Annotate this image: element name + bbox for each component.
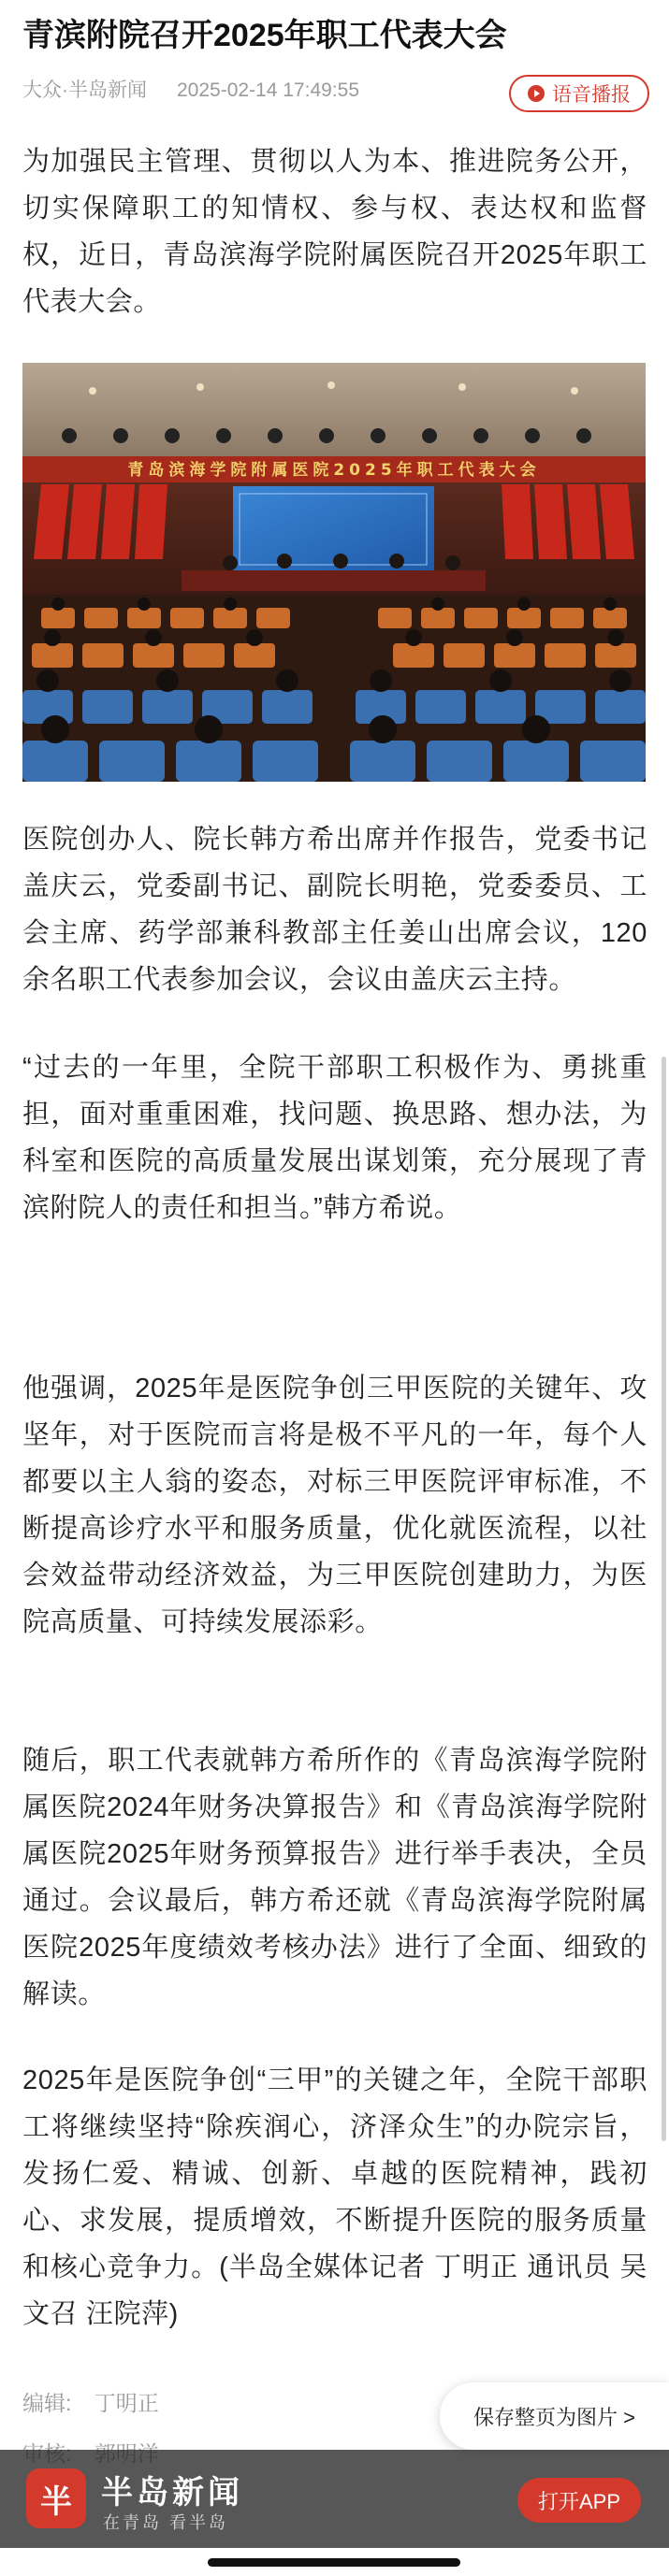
- play-icon: [528, 85, 545, 102]
- article-paragraph-3: “过去的一年里，全院干部职工积极作为、勇挑重担，面对重重困难，找问题、换思路、想办法，为科室和医院的高质量发展出谋划策，充分展现了青滨附院人的责任和担当。”韩方希说。: [22, 1053, 647, 1223]
- voice-broadcast-label: 语音播报: [552, 84, 631, 106]
- app-download-bar: [0, 2450, 669, 2548]
- article-source: 大众·半岛新闻: [22, 79, 147, 101]
- article-paragraph-5: 随后，职工代表就韩方希所作的《青岛滨海学院附属医院2024年财务决算报告》和《青岛滨海学院附属医院2025年财务预算报告》进行举手表决，全员通过。会议最后，韩方希还就《青岛滨海学院附属医院2025年度绩效考核办法》进行了全面、细致的解读。: [22, 1746, 647, 2009]
- home-indicator[interactable]: [208, 2558, 460, 2567]
- article-title: 青滨附院召开2025年职工代表大会: [22, 18, 507, 53]
- article-datetime: 2025-02-14 17:49:55: [177, 79, 359, 101]
- app-name: 半岛新闻: [101, 2475, 243, 2511]
- save-page-as-image-button[interactable]: 保存整页为图片 >: [440, 2382, 669, 2450]
- article-paragraph-4: 他强调，2025年是医院争创三甲医院的关键年、攻坚年，对于医院而言将是极不平凡的一年，每个人都要以主人翁的姿态，对标三甲医院评审标准，不断提高诊疗水平和服务质量，优化就医流程，以社会效益带动经济效益，为三甲医院创建助力，为医院高质量、可持续发展添彩。: [22, 1374, 647, 1637]
- editor-line: [22, 2386, 159, 2417]
- meeting-photo: [22, 363, 646, 782]
- editor-name: 丁明正: [94, 2391, 159, 2415]
- article-paragraph-6: 2025年是医院争创“三甲”的关键之年，全院干部职工将继续坚持“除疾润心，济泽众生”的办院宗旨，发扬仁爱、精诚、创新、卓越的医院精神，践初心、求发展，提质增效，不断提升医院的服务质量和核心竞争力。(半岛全媒体记者 丁明正 通讯员 吴文召 汪院萍): [22, 2065, 647, 2329]
- photo-banner-text: 青岛滨海学院附属医院2025年职工代表大会: [127, 461, 541, 480]
- article-meta: [22, 75, 649, 107]
- app-logo-icon: 半: [26, 2468, 86, 2528]
- article-paragraph-2: 医院创办人、院长韩方希出席并作报告，党委书记盖庆云，党委副书记、副院长明艳，党委委员、工会主席、药学部兼科教部主任姜山出席会议，120余名职工代表参加会议，会议由盖庆云主持。: [22, 825, 647, 995]
- scrollbar-thumb[interactable]: [662, 1057, 666, 2141]
- article-paragraph-1: 为加强民主管理、贯彻以人为本、推进院务公开，切实保障职工的知情权、参与权、表达权和监督权，近日，青岛滨海学院附属医院召开2025年职工代表大会。: [22, 147, 647, 317]
- editor-label: 编辑:: [22, 2391, 72, 2415]
- voice-broadcast-button[interactable]: [509, 75, 649, 112]
- app-logo: [26, 2465, 307, 2532]
- app-slogan: 在青岛 看半岛: [103, 2513, 229, 2532]
- article-photo: [22, 363, 646, 782]
- open-app-button[interactable]: 打开APP: [517, 2478, 641, 2523]
